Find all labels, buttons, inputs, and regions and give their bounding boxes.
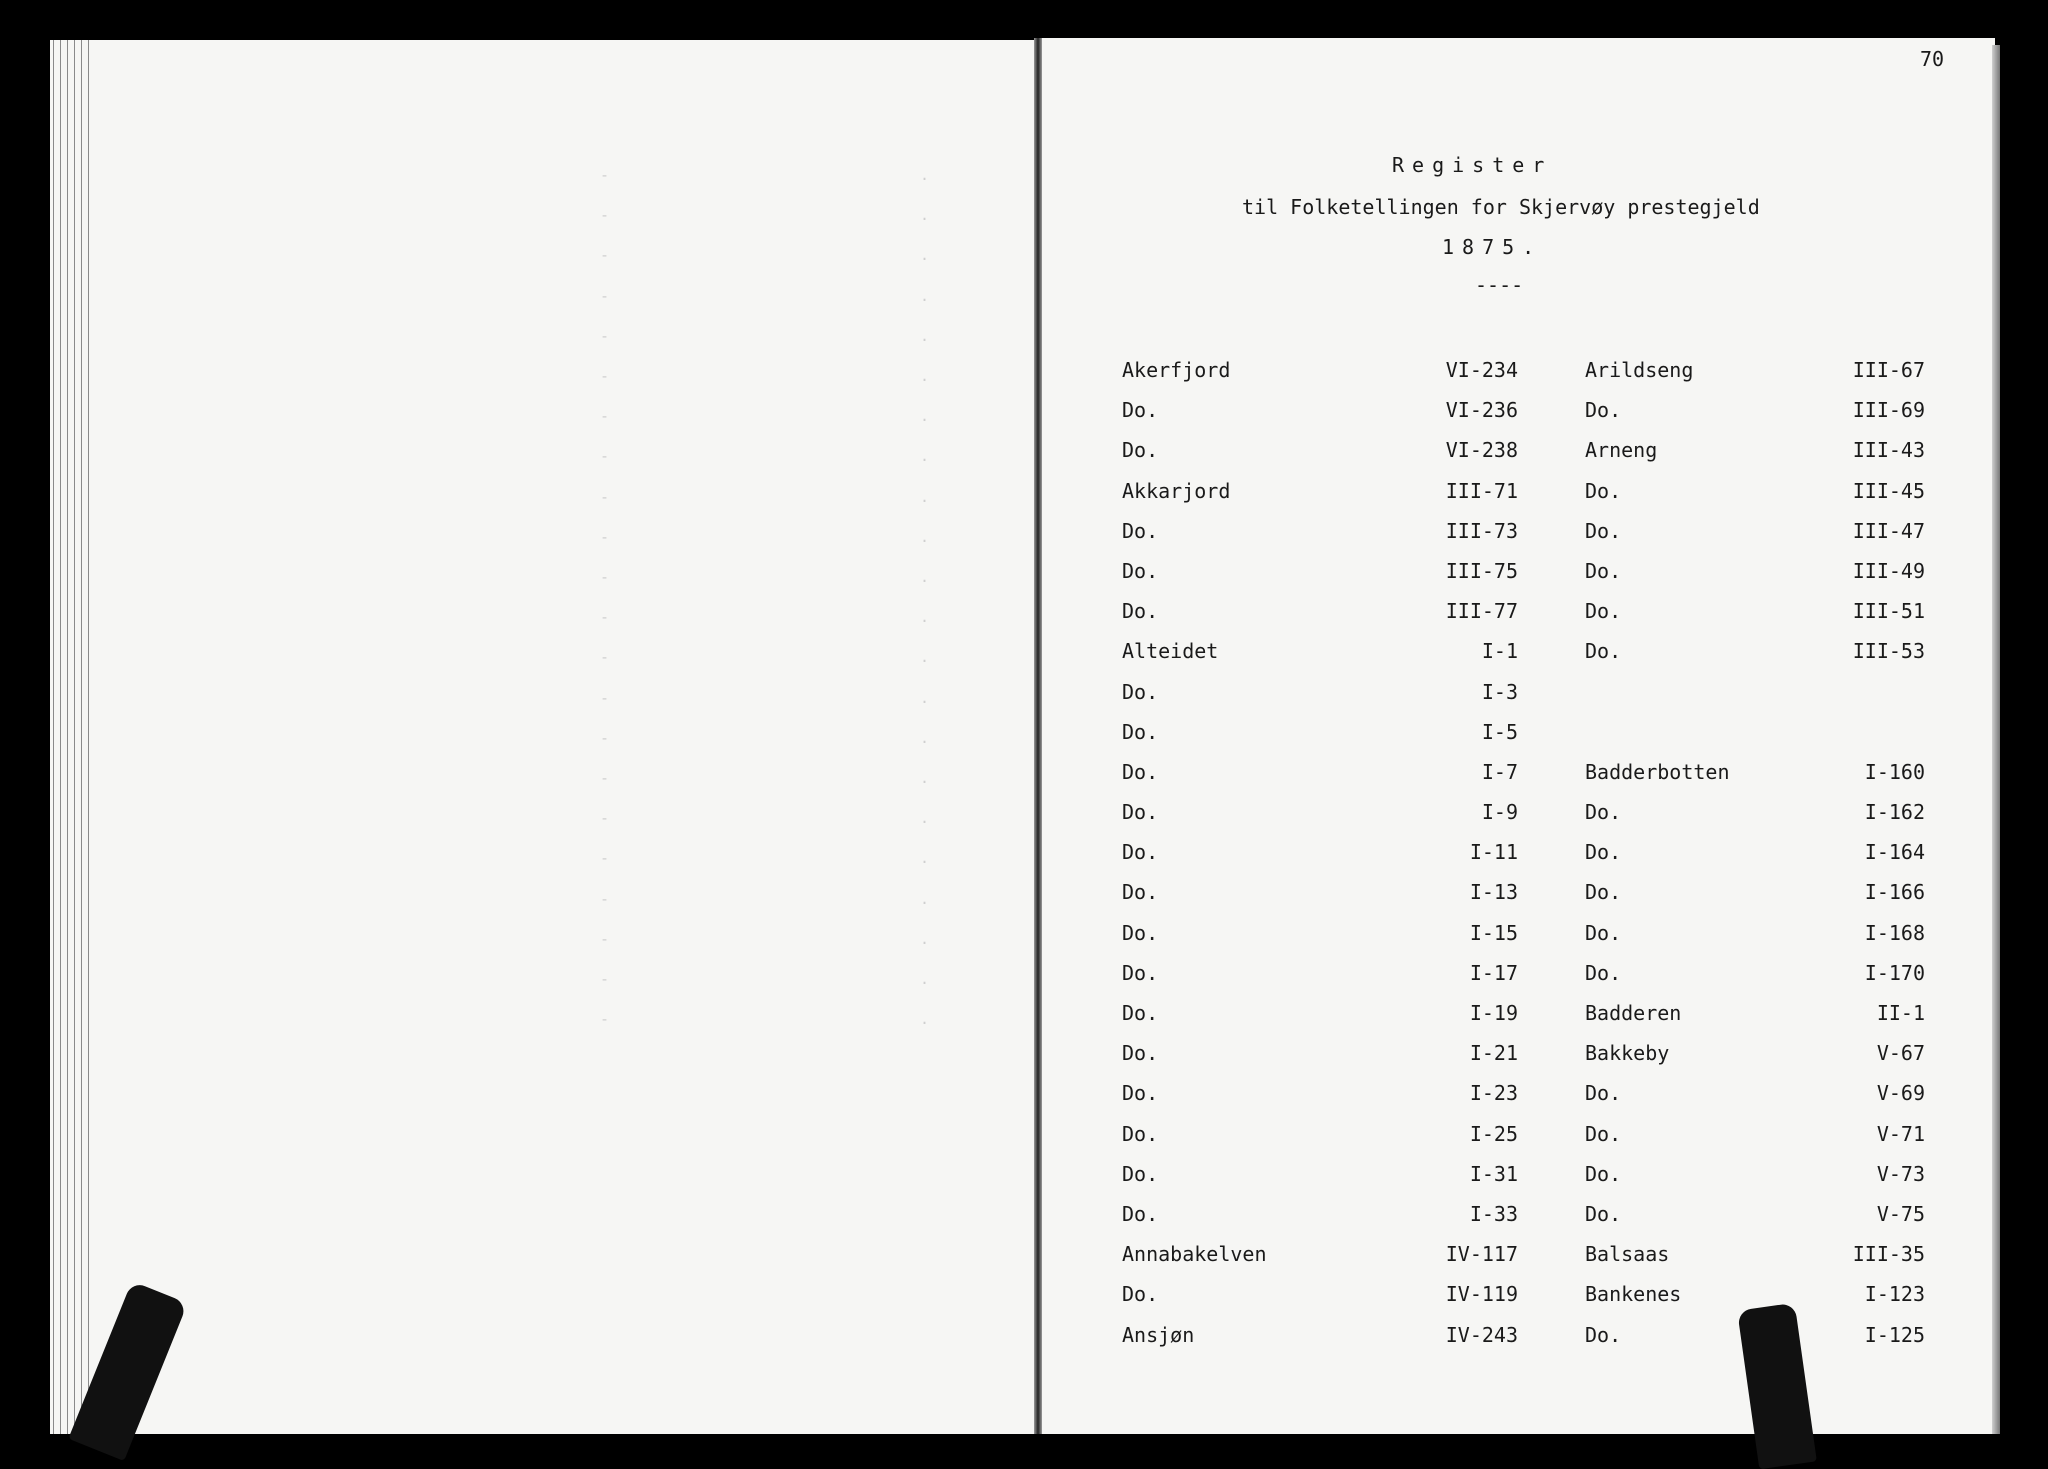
register-place-name: Do. (1122, 1001, 1159, 1025)
register-place-name: Do. (1585, 398, 1622, 423)
register-reference: I-160 (1864, 759, 1925, 784)
register-place-name: Akerfjord (1122, 358, 1231, 382)
register-reference (1820, 680, 1925, 720)
register-reference: III-45 (1852, 478, 1925, 503)
register-place-name: Do. (1585, 558, 1622, 583)
register-place-name: Do. (1122, 1201, 1159, 1226)
register-place-name (1585, 680, 1835, 720)
register-reference: I-11 (1469, 840, 1518, 865)
register-place-name: Ansjøn (1122, 1322, 1195, 1347)
register-place-name: Do. (1122, 558, 1159, 583)
register-reference: I-17 (1469, 960, 1518, 985)
register-reference: III-43 (1852, 438, 1925, 463)
register-place-name: Do. (1122, 518, 1159, 543)
register-reference: I-31 (1469, 1161, 1518, 1186)
register-place-name: Do. (1585, 1201, 1622, 1226)
register-reference: I-1 (1481, 639, 1518, 664)
register-reference: III-75 (1445, 558, 1518, 583)
register-place-name (1585, 720, 1835, 760)
register-reference: I-125 (1864, 1322, 1925, 1347)
register-reference: III-73 (1445, 518, 1518, 543)
register-place-name: Do. (1122, 880, 1159, 905)
register-reference: V-75 (1876, 1201, 1925, 1226)
register-reference: III-71 (1445, 478, 1518, 503)
register-place-name: Badderbotten (1585, 759, 1730, 784)
right-page-edge (1992, 45, 2000, 1434)
register-place-name: Do. (1585, 920, 1622, 945)
register-reference: I-19 (1469, 1001, 1518, 1025)
register-place-name: Do. (1122, 438, 1159, 463)
register-place-name: Do. (1122, 679, 1159, 704)
register-reference: I-25 (1469, 1121, 1518, 1146)
register-place-name: Do. (1122, 759, 1159, 784)
register-place-name: Bankenes (1585, 1282, 1682, 1307)
register-place-name: Do. (1585, 800, 1622, 825)
register-reference: IV-243 (1445, 1322, 1518, 1347)
register-reference: I-123 (1864, 1282, 1925, 1307)
register-reference: I-168 (1864, 920, 1925, 945)
register-reference: III-53 (1852, 639, 1925, 664)
register-place-name: Bakkeby (1585, 1041, 1670, 1066)
register-reference: I-21 (1469, 1041, 1518, 1066)
register-reference: I-3 (1481, 679, 1518, 704)
register-reference: VI-236 (1445, 398, 1518, 423)
register-reference: III-47 (1852, 518, 1925, 543)
register-place-name: Do. (1585, 960, 1622, 985)
register-place-name: Do. (1585, 1121, 1622, 1146)
register-reference: I-162 (1864, 800, 1925, 825)
register-place-name: Do. (1585, 639, 1622, 664)
register-reference: I-23 (1469, 1081, 1518, 1106)
right-place-column (1585, 358, 1835, 1363)
register-place-name: Do. (1122, 800, 1159, 825)
register-reference: VI-234 (1445, 358, 1518, 382)
right-ref-column (1820, 358, 1925, 1363)
register-place-name: Do. (1122, 1161, 1159, 1186)
register-reference: I-170 (1864, 960, 1925, 985)
register-place-name: Do. (1122, 1121, 1159, 1146)
register-reference: I-7 (1481, 759, 1518, 784)
register-place-name: Do. (1585, 599, 1622, 624)
register-reference: I-13 (1469, 880, 1518, 905)
register-reference (1820, 720, 1925, 760)
left-ref-column (1398, 358, 1518, 1363)
register-place-name: Akkarjord (1122, 478, 1231, 503)
register-place-name: Alteidet (1122, 639, 1219, 664)
register-place-name: Annabakelven (1122, 1242, 1267, 1267)
register-reference: IV-119 (1445, 1282, 1518, 1307)
register-reference: V-73 (1876, 1161, 1925, 1186)
register-reference: I-166 (1864, 880, 1925, 905)
register-reference: V-69 (1876, 1081, 1925, 1106)
book-gutter (1034, 38, 1042, 1434)
register-place-name: Do. (1122, 719, 1159, 744)
register-place-name: Do. (1122, 920, 1159, 945)
register-place-name: Do. (1585, 1081, 1622, 1106)
register-place-name: Do. (1122, 1041, 1159, 1066)
register-reference: I-5 (1481, 719, 1518, 744)
left-place-column (1122, 358, 1322, 1363)
register-place-name: Do. (1585, 478, 1622, 503)
register-place-name: Do. (1122, 840, 1159, 865)
register-reference: I-15 (1469, 920, 1518, 945)
page-stack-edge (50, 40, 90, 1434)
register-place-name: Do. (1585, 880, 1622, 905)
register-place-name: Do. (1122, 1282, 1159, 1307)
register-reference: III-69 (1852, 398, 1925, 423)
register-place-name: Balsaas (1585, 1242, 1670, 1267)
register-reference: I-33 (1469, 1201, 1518, 1226)
register-place-name: Do. (1585, 1161, 1622, 1186)
register-place-name: Do. (1122, 960, 1159, 985)
register-reference: II-1 (1876, 1001, 1925, 1025)
register-place-name: Arildseng (1585, 358, 1694, 382)
register-reference: III-51 (1852, 599, 1925, 624)
bleed-through-marks-2: . . . . . . . . . . . . . . . . . . . . . . (920, 166, 931, 1029)
register-place-name: Do. (1122, 1081, 1159, 1106)
register-place-name: Do. (1585, 1322, 1622, 1347)
register-reference: V-71 (1876, 1121, 1925, 1146)
title-rule: ---- (1475, 273, 1524, 297)
register-place-name: Do. (1585, 840, 1622, 865)
register-subtitle: til Folketellingen for Skjervøy prestegjeld (1242, 195, 1760, 219)
bleed-through-marks: - - - - - - - - - - - - - - - - - - - - - - (600, 166, 611, 1029)
register-reference: I-164 (1864, 840, 1925, 865)
register-title: Register (1392, 153, 1553, 177)
register-reference: IV-117 (1445, 1242, 1518, 1267)
register-reference: III-77 (1445, 599, 1518, 624)
register-reference: III-35 (1852, 1242, 1925, 1267)
page-number: 70 (1920, 47, 1945, 71)
register-place-name: Do. (1122, 599, 1159, 624)
register-reference: III-49 (1852, 558, 1925, 583)
register-place-name: Badderen (1585, 1001, 1682, 1025)
register-reference: V-67 (1876, 1041, 1925, 1066)
register-place-name: Do. (1585, 518, 1622, 543)
left-page-blank (50, 40, 1035, 1434)
register-reference: III-67 (1852, 358, 1925, 382)
register-reference: VI-238 (1445, 438, 1518, 463)
register-place-name: Do. (1122, 398, 1159, 423)
register-year: 1875. (1442, 235, 1543, 259)
register-reference: I-9 (1481, 800, 1518, 825)
register-place-name: Arneng (1585, 438, 1658, 463)
